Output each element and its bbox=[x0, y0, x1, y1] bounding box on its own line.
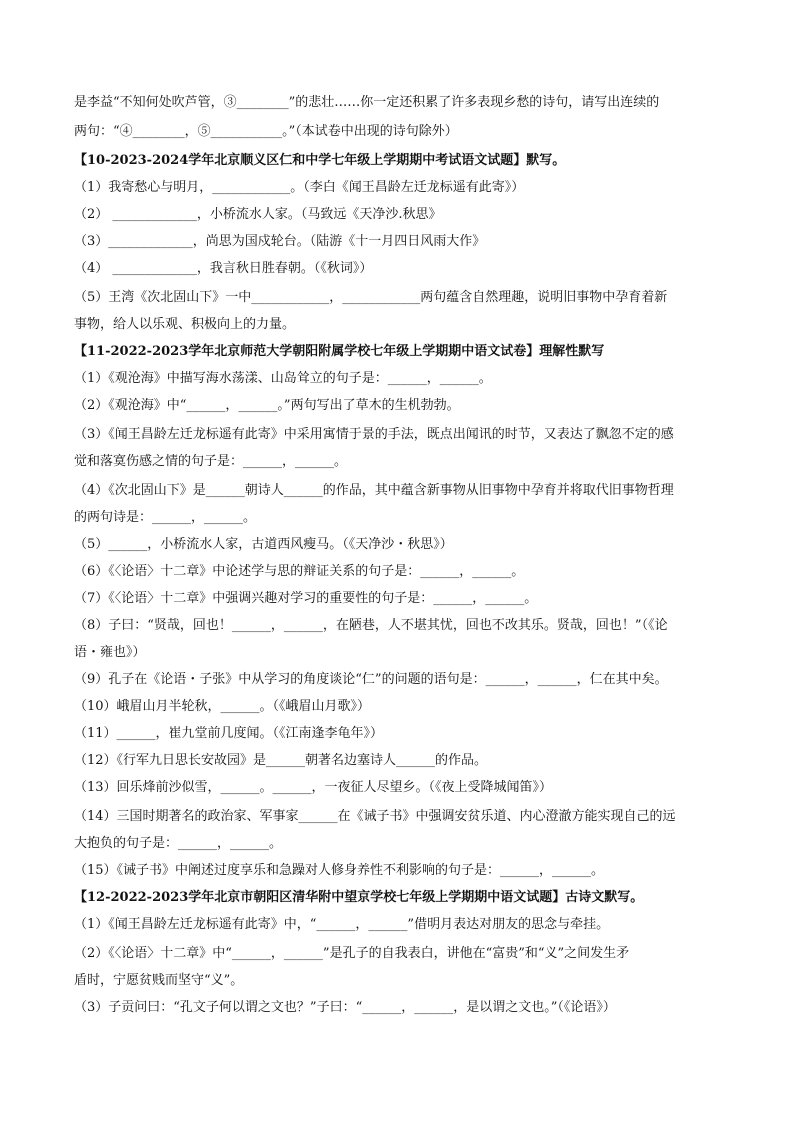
question-item: （15）《诫子书》中阐述过度享乐和急躁对人修身养性不利影响的句子是：______，______。 bbox=[74, 863, 605, 878]
question-item: （9）孔子在《论语・子张》中从学习的角度谈论“仁”的问题的语句是：______，______，仁在其中矣。 bbox=[74, 672, 668, 687]
question-item: （3）子贡问曰：“孔文子何以谓之文也？”子曰：“______，______，是以谓之文也。”（《论语》） bbox=[74, 1000, 616, 1015]
question-item: （14）三国时期著名的政治家、军事家______在《诫子书》中强调安贫乐道、内心澄澈方能实现自己的远 bbox=[74, 809, 676, 824]
question-item: （1）《闻王昌龄左迁龙标遥有此寄》中，“______，______”借明月表达对朋友的思念与牵挂。 bbox=[74, 917, 610, 932]
question-item: （5）王湾《次北固山下》一中____________，____________两句蕴含自然理趣，说明旧事物中孕育着新 bbox=[74, 290, 668, 305]
section-heading: 【11-2022-2023学年北京师范大学朝阳附属学校七年级上学期期中语文试卷】理解性默写 bbox=[74, 344, 605, 359]
question-item: （2）《观沧海》中“______，______。”两句写出了草木的生机勃勃。 bbox=[74, 398, 460, 413]
text-line: 的两句诗是：______，______。 bbox=[74, 510, 257, 525]
question-item: （13）回乐烽前沙似雪，______。______，一夜征人尽望乡。（《夜上受降城闻笛》） bbox=[74, 780, 553, 795]
text-line: 大抱负的句子是：______，______。 bbox=[74, 836, 283, 851]
question-item: （10）峨眉山月半轮秋，______。（《峨眉山月歌》） bbox=[74, 699, 371, 714]
question-item: （2） _____________，小桥流水人家。（马致远《天净沙.秋思》 bbox=[74, 207, 442, 222]
question-item: （1）我寄愁心与明月，____________。（李白《闻王昌龄左迁龙标遥有此寄》） bbox=[74, 180, 525, 195]
question-item: （2）《〈论语〉十二章》中“______，______”是孔子的自我表白，讲他在“富贵”和“义”之间发生矛 bbox=[74, 946, 630, 961]
question-item: （1）《观沧海》中描写海水荡漾、山岛耸立的句子是：______，______。 bbox=[74, 371, 492, 386]
question-item: （4） _____________，我言秋日胜春朝。（《秋词》） bbox=[74, 261, 373, 276]
text-line: 语・雍也》） bbox=[74, 645, 146, 660]
question-item: （3）《闻王昌龄左迁龙标遥有此寄》中采用寓情于景的手法，既点出闻讯的时节，又表达了飘忽不定的感 bbox=[74, 427, 674, 442]
question-item: （11）______，崔九堂前几度闻。（《江南逢李龟年》） bbox=[74, 726, 384, 741]
question-item: （8）子曰：“贤哉，回也！______，______，在陋巷，人不堪其忧，回也不改其乐。贤哉，回也！”（《论 bbox=[74, 618, 668, 633]
text-line: 觉和落寞伤感之情的句子是：______，______。 bbox=[74, 454, 348, 469]
section-heading: 【12-2022-2023学年北京市朝阳区清华附中望京学校七年级上学期期中语文试题】古诗文默写。 bbox=[74, 890, 644, 905]
question-item: （12）《行军九日思长安故园》是______朝著名边塞诗人______的作品。 bbox=[74, 753, 488, 768]
question-item: （5）______，小桥流水人家，古道西风瘦马。（《天净沙・秋思》） bbox=[74, 537, 453, 552]
text-line: 事物，给人以乐观、积极向上的力量。 bbox=[74, 317, 296, 332]
text-line: 两句：“④________，⑤___________。”（本试卷中出现的诗句除外） bbox=[74, 124, 458, 139]
section-heading: 【10-2023-2024学年北京顺义区仁和中学七年级上学期期中考试语文试题】默写。 bbox=[74, 153, 566, 168]
question-item: （4）《次北固山下》是______朝诗人______的作品，其中蕴含新事物从旧事物中孕育并将取代旧事物哲理 bbox=[74, 483, 674, 498]
question-item: （6）《〈论语〉十二章》中论述学与思的辩证关系的句子是：______，______。 bbox=[74, 564, 525, 579]
question-item: （7）《〈论语〉十二章》中强调兴趣对学习的重要性的句子是：______，______。 bbox=[74, 591, 538, 606]
text-line: 盾时，宁愿贫贱而坚守“义”。 bbox=[74, 973, 244, 988]
text-line: 是李益“不知何处吹芦管，③________”的悲壮……你一定还积累了许多表现乡愁的诗句，请写出连续的 bbox=[74, 95, 660, 110]
question-item: （3）_____________，尚思为国戍轮台。（陆游《十一月四日风雨大作》 bbox=[74, 234, 486, 249]
